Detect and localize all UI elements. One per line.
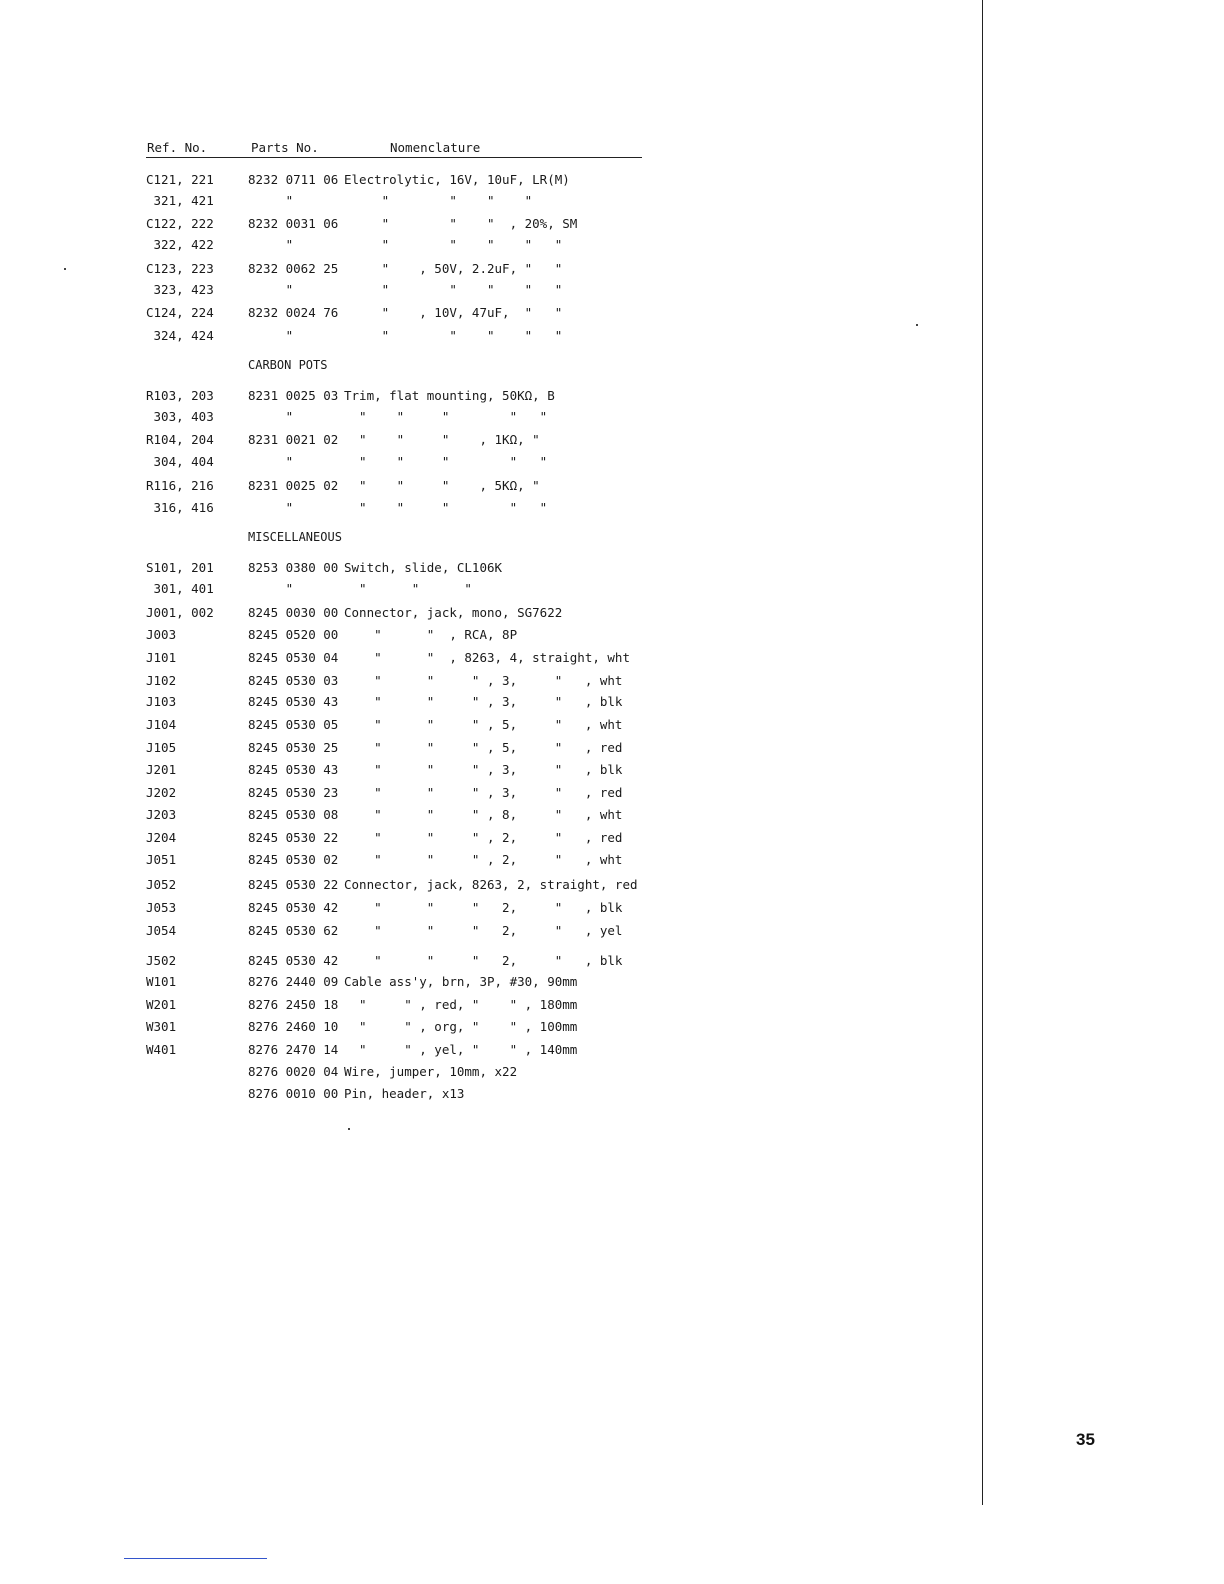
- nomenclature-cell: " " " , 3, " , red: [344, 785, 623, 800]
- nomenclature-cell: " " , RCA, 8P: [344, 627, 518, 642]
- ref-no-cell: J502: [146, 953, 177, 968]
- ref-no-cell: C124, 224: [146, 305, 214, 320]
- ref-no-cell: J202: [146, 785, 177, 800]
- part-no-cell: 8232 0031 06: [248, 216, 339, 231]
- table-row: [0, 261, 980, 281]
- ref-no-cell: J102: [146, 673, 177, 688]
- nomenclature-cell: " " " , 5, " , red: [344, 740, 623, 755]
- table-row: [0, 581, 980, 601]
- ref-no-cell: R103, 203: [146, 388, 214, 403]
- table-row: [0, 762, 980, 782]
- table-row: [0, 627, 980, 647]
- nomenclature-header: Nomenclature: [390, 140, 481, 155]
- nomenclature-cell: " , 10V, 47uF, " ": [344, 305, 563, 320]
- ref-no-cell: J053: [146, 900, 177, 915]
- stray-mark: [64, 268, 66, 270]
- part-no-cell: ": [248, 282, 294, 297]
- ref-no-cell: J003: [146, 627, 177, 642]
- nomenclature-cell: " " " , 3, " , wht: [344, 673, 623, 688]
- nomenclature-cell: " " , org, " " , 100mm: [344, 1019, 578, 1034]
- ref-no-header: Ref. No.: [147, 140, 208, 155]
- ref-no-cell: W401: [146, 1042, 177, 1057]
- ref-no-cell: J001, 002: [146, 605, 214, 620]
- ref-no-cell: J054: [146, 923, 177, 938]
- part-no-cell: 8245 0530 43: [248, 694, 339, 709]
- table-row: [0, 605, 980, 625]
- part-no-cell: 8245 0530 42: [248, 953, 339, 968]
- table-row: [0, 673, 980, 693]
- part-no-cell: ": [248, 237, 294, 252]
- table-row: [0, 830, 980, 850]
- part-no-cell: 8245 0530 43: [248, 762, 339, 777]
- nomenclature-cell: " " " , 20%, SM: [344, 216, 578, 231]
- part-no-cell: 8276 2440 09: [248, 974, 339, 989]
- part-no-cell: 8253 0380 00: [248, 560, 339, 575]
- ref-no-cell: W201: [146, 997, 177, 1012]
- part-no-cell: ": [248, 454, 294, 469]
- section-carbon-pots: CARBON POTS: [248, 358, 328, 372]
- part-no-cell: 8231 0025 03: [248, 388, 339, 403]
- nomenclature-cell: " " " , 3, " , blk: [344, 694, 623, 709]
- ref-no-cell: R104, 204: [146, 432, 214, 447]
- parts-no-header: Parts No.: [251, 140, 319, 155]
- ref-no-cell: J052: [146, 877, 177, 892]
- table-row: [0, 328, 980, 348]
- table-row: [0, 997, 980, 1017]
- nomenclature-cell: " " , yel, " " , 140mm: [344, 1042, 578, 1057]
- ref-no-cell: 304, 404: [146, 454, 214, 469]
- part-no-cell: 8245 0520 00: [248, 627, 339, 642]
- ref-no-cell: W101: [146, 974, 177, 989]
- nomenclature-cell: " " , 8263, 4, straight, wht: [344, 650, 630, 665]
- part-no-cell: 8245 0530 05: [248, 717, 339, 732]
- ref-no-cell: R116, 216: [146, 478, 214, 493]
- part-no-cell: 8245 0530 22: [248, 877, 339, 892]
- table-row: [0, 807, 980, 827]
- table-row: [0, 923, 980, 943]
- footer-rule: [124, 1558, 267, 1559]
- part-no-cell: 8245 0530 04: [248, 650, 339, 665]
- ref-no-cell: C123, 223: [146, 261, 214, 276]
- part-no-cell: 8245 0030 00: [248, 605, 339, 620]
- nomenclature-cell: " " " , 8, " , wht: [344, 807, 623, 822]
- table-row: [0, 900, 980, 920]
- nomenclature-cell: " " " " ": [344, 500, 548, 515]
- table-row: [0, 500, 980, 520]
- ref-no-cell: W301: [146, 1019, 177, 1034]
- table-row: [0, 193, 980, 213]
- nomenclature-cell: Trim, flat mounting, 50KΩ, B: [344, 388, 555, 403]
- part-no-cell: ": [248, 500, 294, 515]
- nomenclature-cell: " " " " ": [344, 328, 563, 343]
- table-row: [0, 740, 980, 760]
- ref-no-cell: C122, 222: [146, 216, 214, 231]
- table-row: [0, 717, 980, 737]
- table-row: [0, 560, 980, 580]
- part-no-cell: 8232 0024 76: [248, 305, 339, 320]
- nomenclature-cell: " " " , 5, " , wht: [344, 717, 623, 732]
- table-row: [0, 305, 980, 325]
- stray-mark: [348, 1128, 350, 1130]
- ref-no-cell: S101, 201: [146, 560, 214, 575]
- nomenclature-cell: Electrolytic, 16V, 10uF, LR(M): [344, 172, 570, 187]
- part-no-cell: 8232 0711 06: [248, 172, 339, 187]
- nomenclature-cell: " " " 2, " , blk: [344, 953, 623, 968]
- table-row: [0, 852, 980, 872]
- nomenclature-cell: " " " , 1KΩ, ": [344, 432, 540, 447]
- part-no-cell: 8276 2450 18: [248, 997, 339, 1012]
- nomenclature-cell: Switch, slide, CL106K: [344, 560, 503, 575]
- nomenclature-cell: " " " , 2, " , red: [344, 830, 623, 845]
- ref-no-cell: 321, 421: [146, 193, 214, 208]
- ref-no-cell: 301, 401: [146, 581, 214, 596]
- nomenclature-cell: Cable ass'y, brn, 3P, #30, 90mm: [344, 974, 578, 989]
- ref-no-cell: J104: [146, 717, 177, 732]
- nomenclature-cell: Pin, header, x13: [344, 1086, 465, 1101]
- part-no-cell: ": [248, 409, 294, 424]
- table-row: [0, 454, 980, 474]
- ref-no-cell: 323, 423: [146, 282, 214, 297]
- part-no-cell: 8231 0025 02: [248, 478, 339, 493]
- part-no-cell: ": [248, 328, 294, 343]
- nomenclature-cell: " " , red, " " , 180mm: [344, 997, 578, 1012]
- part-no-cell: 8276 0020 04: [248, 1064, 339, 1079]
- nomenclature-cell: " " " , 5KΩ, ": [344, 478, 540, 493]
- nomenclature-cell: Connector, jack, mono, SG7622: [344, 605, 563, 620]
- ref-no-cell: J051: [146, 852, 177, 867]
- ref-no-cell: J204: [146, 830, 177, 845]
- nomenclature-cell: Wire, jumper, 10mm, x22: [344, 1064, 518, 1079]
- part-no-cell: 8245 0530 22: [248, 830, 339, 845]
- page-number: 35: [1076, 1430, 1095, 1449]
- table-row: [0, 785, 980, 805]
- header-rule: [146, 157, 642, 158]
- nomenclature-cell: " " ": [344, 581, 472, 596]
- stray-mark: [916, 324, 918, 326]
- table-row: [0, 432, 980, 452]
- table-row: [0, 877, 980, 897]
- table-row: [0, 953, 980, 973]
- part-no-cell: 8276 0010 00: [248, 1086, 339, 1101]
- ref-no-cell: 324, 424: [146, 328, 214, 343]
- nomenclature-cell: Connector, jack, 8263, 2, straight, red: [344, 877, 638, 892]
- nomenclature-cell: " , 50V, 2.2uF, " ": [344, 261, 563, 276]
- table-row: [0, 409, 980, 429]
- table-row: [0, 388, 980, 408]
- table-row: [0, 172, 980, 192]
- table-row: [0, 1086, 980, 1106]
- part-no-cell: 8276 2470 14: [248, 1042, 339, 1057]
- ref-no-cell: 322, 422: [146, 237, 214, 252]
- nomenclature-cell: " " " 2, " , blk: [344, 900, 623, 915]
- table-row: [0, 694, 980, 714]
- ref-no-cell: C121, 221: [146, 172, 214, 187]
- part-no-cell: 8245 0530 03: [248, 673, 339, 688]
- part-no-cell: 8245 0530 08: [248, 807, 339, 822]
- ref-no-cell: J103: [146, 694, 177, 709]
- table-row: [0, 478, 980, 498]
- table-row: [0, 282, 980, 302]
- nomenclature-cell: " " " " ": [344, 409, 548, 424]
- part-no-cell: 8245 0530 25: [248, 740, 339, 755]
- part-no-cell: ": [248, 193, 294, 208]
- part-no-cell: 8245 0530 23: [248, 785, 339, 800]
- table-row: [0, 216, 980, 236]
- ref-no-cell: J201: [146, 762, 177, 777]
- table-row: [0, 650, 980, 670]
- ref-no-cell: J203: [146, 807, 177, 822]
- part-no-cell: 8245 0530 02: [248, 852, 339, 867]
- section-miscellaneous: MISCELLANEOUS: [248, 530, 342, 544]
- table-row: [0, 974, 980, 994]
- part-no-cell: 8232 0062 25: [248, 261, 339, 276]
- table-row: [0, 237, 980, 257]
- part-no-cell: 8231 0021 02: [248, 432, 339, 447]
- table-row: [0, 1042, 980, 1062]
- table-row: [0, 1019, 980, 1039]
- nomenclature-cell: " " " " ": [344, 282, 563, 297]
- part-no-cell: ": [248, 581, 294, 596]
- nomenclature-cell: " " " ": [344, 193, 533, 208]
- table-row: [0, 1064, 980, 1084]
- ref-no-cell: 316, 416: [146, 500, 214, 515]
- nomenclature-cell: " " " " ": [344, 237, 563, 252]
- nomenclature-cell: " " " , 3, " , blk: [344, 762, 623, 777]
- part-no-cell: 8245 0530 42: [248, 900, 339, 915]
- nomenclature-cell: " " " 2, " , yel: [344, 923, 623, 938]
- nomenclature-cell: " " " " ": [344, 454, 548, 469]
- page-edge-rule: [982, 0, 983, 1505]
- part-no-cell: 8276 2460 10: [248, 1019, 339, 1034]
- ref-no-cell: J105: [146, 740, 177, 755]
- ref-no-cell: J101: [146, 650, 177, 665]
- part-no-cell: 8245 0530 62: [248, 923, 339, 938]
- nomenclature-cell: " " " , 2, " , wht: [344, 852, 623, 867]
- ref-no-cell: 303, 403: [146, 409, 214, 424]
